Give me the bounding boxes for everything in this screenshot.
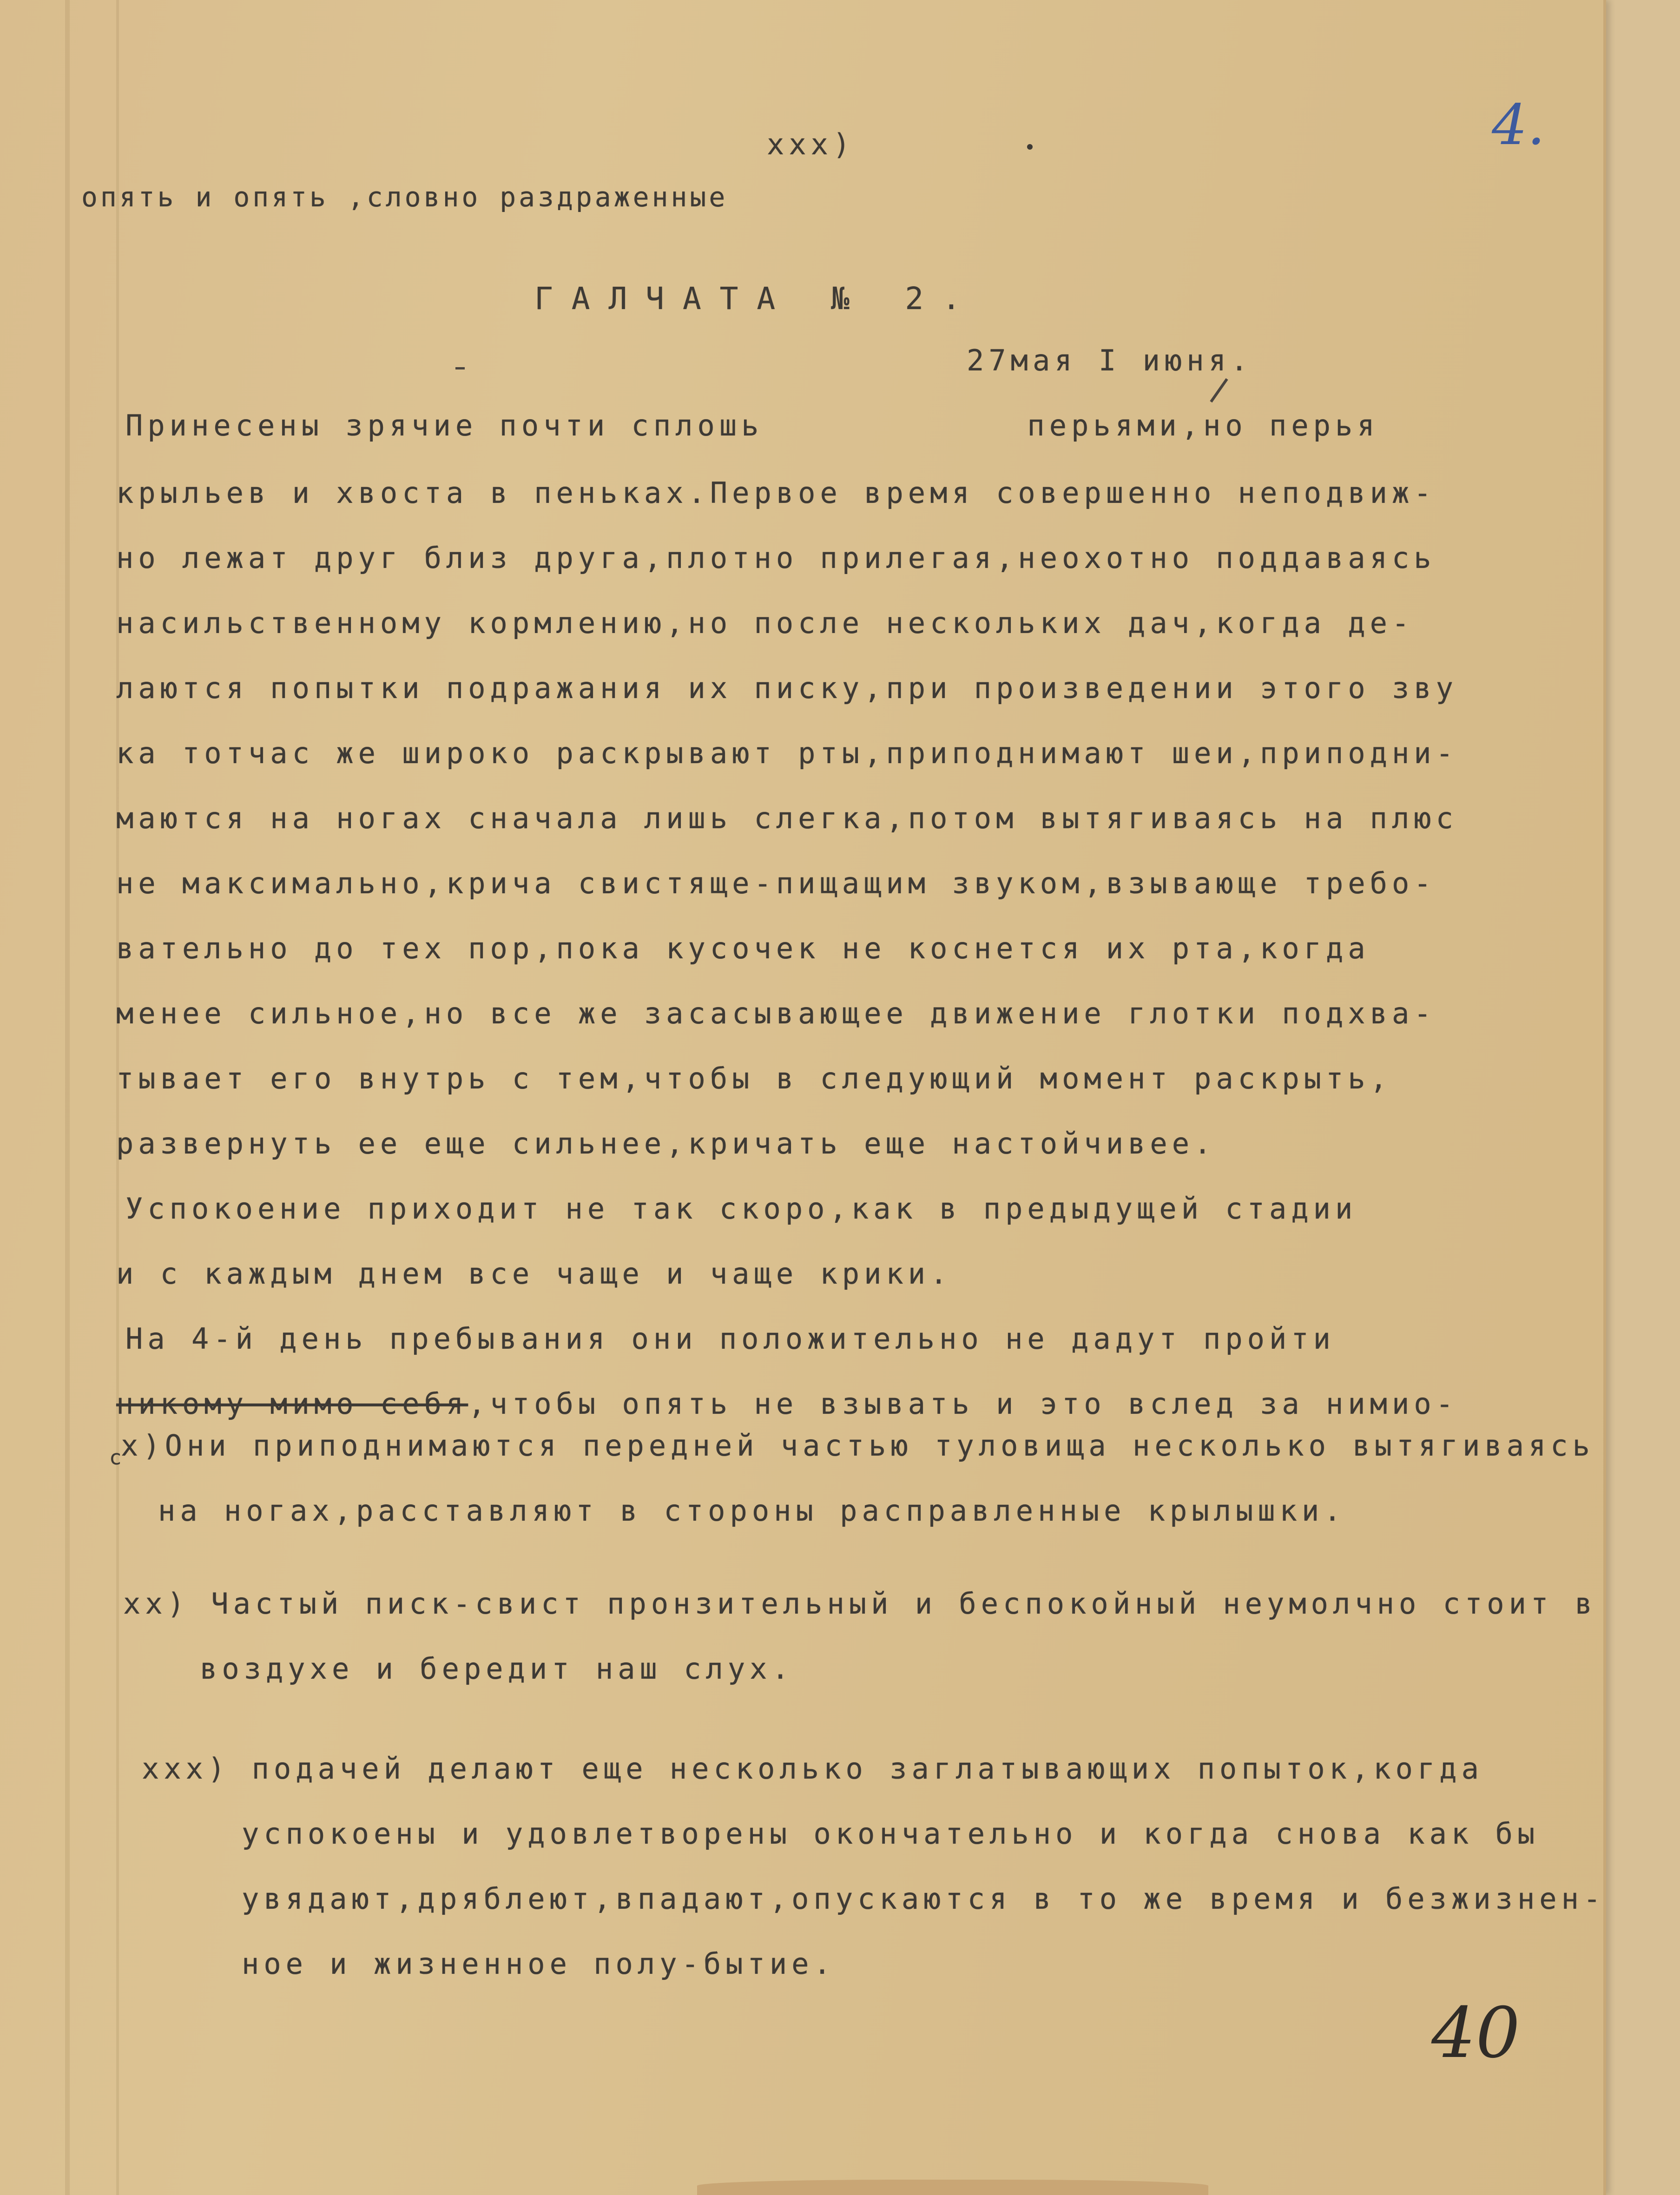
- body-line: вательно до тех пор,пока кусочек не коснется их рта,когда: [116, 931, 1370, 965]
- struck-text: никому мимо себя: [116, 1387, 468, 1421]
- folio-number: 4.: [1492, 93, 1545, 158]
- pen-mark: [1210, 378, 1228, 403]
- body-line: но лежат друг близ друга,плотно прилегая,неохотно поддаваясь: [116, 541, 1436, 575]
- footnote-xxx-line: успокоены и удовлетворены окончательно и когда снова как бы: [242, 1817, 1540, 1851]
- document-title: ГАЛЧАТА № 2.: [534, 281, 979, 316]
- torn-edge: [697, 2180, 1208, 2195]
- body-line: насильственному кормлению,но после нескольких дач,когда де-: [116, 606, 1414, 640]
- body-line: Успокоение приходит не так скоро,как в предыдущей стадии: [125, 1192, 1357, 1226]
- footnote-xxx-line: ххх) подачей делают еще несколько заглатывающих попыток,когда: [142, 1752, 1483, 1786]
- body-line: менее сильное,но все же засасывающее движение глотки подхва-: [116, 996, 1436, 1030]
- body-line: маются на ногах сначала лишь слегка,потом вытягиваясь на плюс: [116, 801, 1458, 835]
- top-note: опять и опять ,словно раздраженные: [81, 181, 728, 213]
- body-line: тывает его внутрь с тем,чтобы в следующий момент раскрыть,: [116, 1061, 1392, 1095]
- header-marker: xxx): [767, 127, 855, 161]
- body-line: [116, 1387, 1458, 1421]
- archive-number: 40: [1431, 1993, 1520, 2074]
- footnote-x-line: х)Они приподнимаются передней частью туловища несколько вытягиваясь: [121, 1429, 1594, 1463]
- body-line: не максимально,крича свистяще-пищащим звуком,взывающе требо-: [116, 866, 1436, 900]
- footnote-xx-line: хх) Частый писк-свист пронзительный и беспокойный неумолчно стоит в: [123, 1587, 1597, 1621]
- page-fold: [65, 0, 70, 2195]
- ink-dot: [1027, 144, 1033, 150]
- body-line: ка тотчас же широко раскрывают рты,приподнимают шеи,приподни-: [116, 736, 1458, 770]
- pen-mark: [455, 367, 465, 369]
- body-line: и с каждым днем все чаще и чаще крики.: [116, 1257, 952, 1291]
- footnote-xxx-line: увядают,дряблеют,впадают,опускаются в то же время и безжизнен-: [242, 1882, 1606, 1916]
- footnote-xxx-line: ное и жизненное полу-бытие.: [242, 1947, 836, 1981]
- body-line: развернуть ее еще сильнее,кричать еще настойчивее.: [116, 1127, 1216, 1160]
- line-continuation: ,чтобы опять не взывать и это вслед за ними: [468, 1387, 1414, 1421]
- line-end: о-: [1414, 1387, 1458, 1421]
- footnote-xx-line: воздухе и бередит наш слух.: [200, 1652, 794, 1686]
- document-date: 27мая I июня.: [967, 343, 1253, 377]
- body-line: На 4-й день пребывания они положительно не дадут пройти: [125, 1322, 1335, 1356]
- page-fold: [116, 0, 119, 2195]
- body-line: Принесены зрячие почти сплошь перьями,но перья: [125, 409, 1379, 442]
- body-line: лаются попытки подражания их писку,при произведении этого зву: [116, 671, 1458, 705]
- body-line: крыльев и хвоста в пеньках.Первое время совершенно неподвиж-: [116, 476, 1436, 510]
- footnote-marker-small: с: [109, 1446, 126, 1470]
- footnote-x-line: на ногах,расставляют в стороны расправленные крылышки.: [158, 1494, 1346, 1528]
